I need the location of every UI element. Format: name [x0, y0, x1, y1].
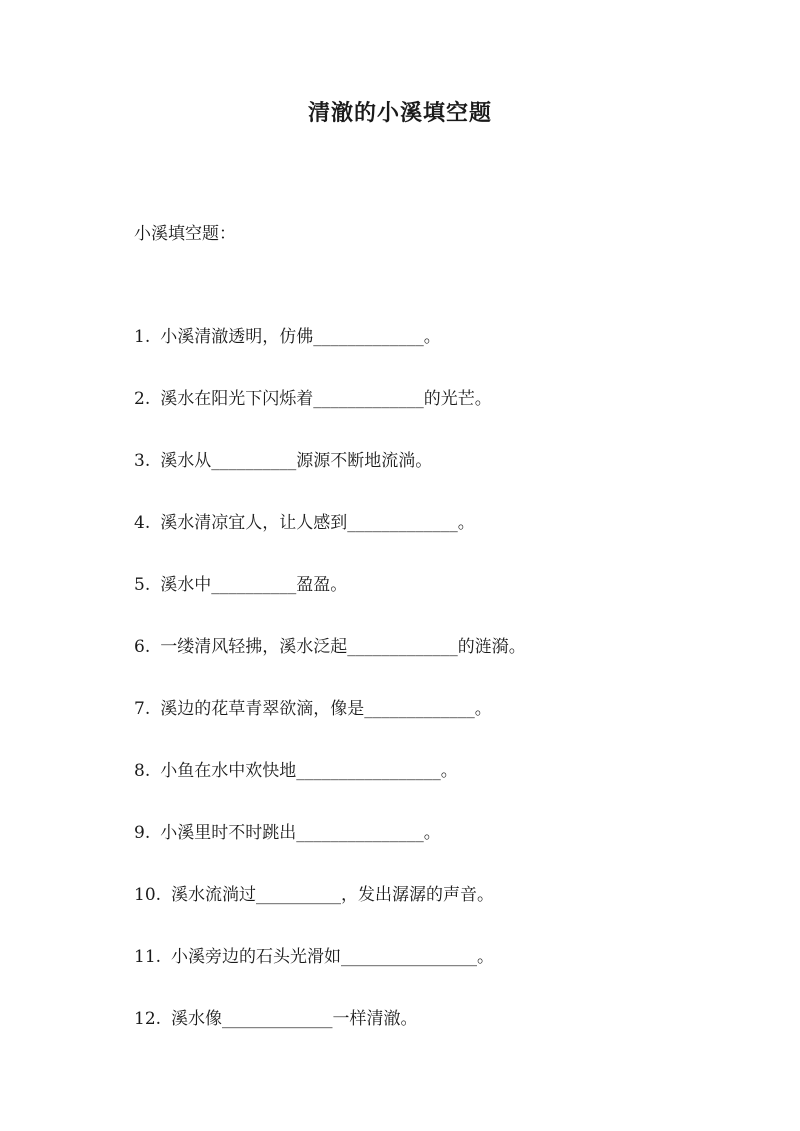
- question-text: 溪水流淌过__________，发出潺潺的声音。: [171, 885, 495, 905]
- question-item: [134, 945, 754, 1007]
- question-number: 9.: [134, 823, 151, 843]
- question-number: 11.: [134, 947, 162, 967]
- question-item: [134, 883, 754, 945]
- question-number: 3.: [134, 451, 151, 471]
- question-text: 溪水中__________盈盈。: [160, 575, 348, 595]
- question-item: [134, 449, 754, 511]
- question-item: [134, 821, 754, 883]
- question-number: 5.: [134, 575, 151, 595]
- question-item: [134, 511, 754, 573]
- question-item: [134, 759, 754, 821]
- question-text: 小溪清澈透明，仿佛_____________。: [160, 327, 441, 347]
- question-number: 6.: [134, 637, 151, 657]
- question-item: [134, 697, 754, 759]
- question-number: 1.: [134, 327, 151, 347]
- question-item: [134, 1007, 754, 1069]
- question-text: 溪水清凉宜人，让人感到_____________。: [160, 513, 475, 533]
- question-text: 溪水从__________源源不断地流淌。: [160, 451, 433, 471]
- question-number: 4.: [134, 513, 151, 533]
- question-text: 小鱼在水中欢快地_________________。: [160, 761, 458, 781]
- question-number: 10.: [134, 885, 162, 905]
- question-text: 小溪旁边的石头光滑如________________。: [171, 947, 495, 967]
- question-text: 一缕清风轻拂，溪水泛起_____________的涟漪。: [160, 637, 526, 657]
- question-item: [134, 387, 754, 449]
- question-text: 小溪里时不时跳出_______________。: [160, 823, 441, 843]
- question-number: 7.: [134, 699, 151, 719]
- document-title: 清澈的小溪填空题: [307, 100, 492, 126]
- question-number: 2.: [134, 389, 151, 409]
- question-text: 溪水在阳光下闪烁着_____________的光芒。: [160, 389, 492, 409]
- intro-text: 小溪填空题：: [134, 224, 236, 244]
- question-item: [134, 325, 754, 387]
- question-item: [134, 635, 754, 697]
- question-number: 12.: [134, 1009, 162, 1029]
- question-item: [134, 573, 754, 635]
- question-text: 溪水像_____________一样清澈。: [171, 1009, 418, 1029]
- question-text: 溪边的花草青翠欲滴，像是_____________。: [160, 699, 492, 719]
- question-number: 8.: [134, 761, 151, 781]
- question-list: [134, 325, 754, 1069]
